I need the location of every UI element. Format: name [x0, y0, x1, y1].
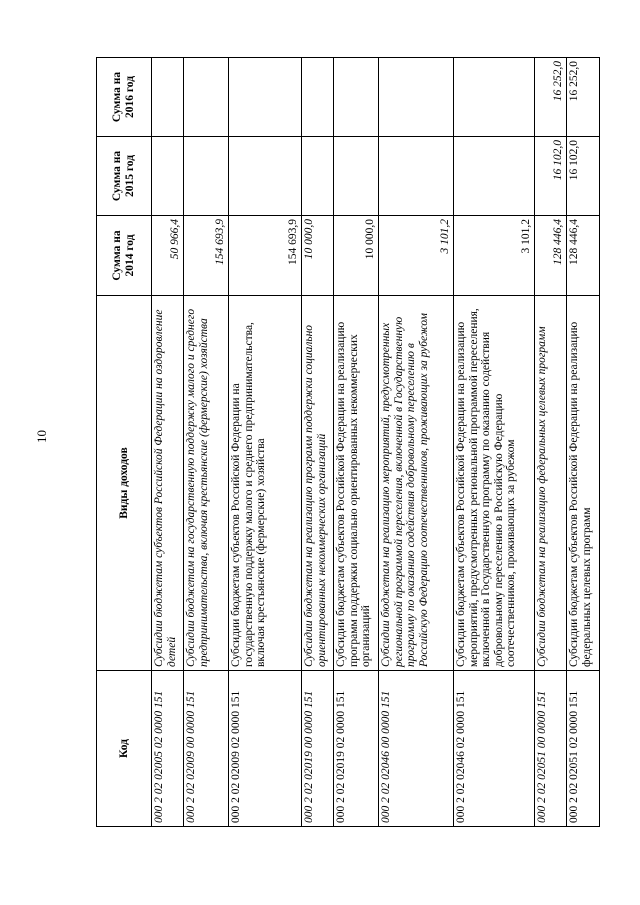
cell-name: Субсидии бюджетам на государственную поддержку малого и среднего предпринимательства, включая крестьянские (фермерские) хозяйства	[184, 296, 229, 671]
table-row	[184, 58, 229, 827]
table-row	[535, 58, 567, 827]
header-sum-2015: Сумма на 2015 год	[97, 137, 152, 216]
header-sum-2014: Сумма на 2014 год	[97, 216, 152, 296]
cell-sum-2015	[229, 137, 302, 216]
cell-sum-2014: 154 693,9	[184, 216, 229, 296]
cell-sum-2016	[334, 58, 379, 137]
table-row	[334, 58, 379, 827]
cell-name: Субсидии бюджетам субъектов Российской Федерации на реализацию федеральных целевых программ	[567, 296, 600, 671]
cell-sum-2016	[152, 58, 184, 137]
cell-code: 000 2 02 02046 02 0000 151	[454, 671, 535, 827]
cell-sum-2016: 16 252,0	[535, 58, 567, 137]
table-header-row	[97, 58, 152, 827]
cell-name: Субсидии бюджетам на реализацию мероприятий, предусмотренных региональной программой переселения, включенной в Государственную программу по оказанию содействия добровольному переселению в Российскую Федерацию соотечественников, проживающих за рубежом	[379, 296, 454, 671]
cell-sum-2016	[379, 58, 454, 137]
cell-sum-2016	[229, 58, 302, 137]
cell-sum-2014: 128 446,4	[567, 216, 600, 296]
cell-sum-2015	[379, 137, 454, 216]
cell-code: 000 2 02 02019 00 0000 151	[302, 671, 334, 827]
cell-sum-2016: 16 252,0	[567, 58, 600, 137]
cell-code: 000 2 02 02046 00 0000 151	[379, 671, 454, 827]
cell-sum-2014: 10 000,0	[334, 216, 379, 296]
cell-name: Субсидии бюджетам на реализацию федеральных целевых программ	[535, 296, 567, 671]
table-row	[302, 58, 334, 827]
cell-sum-2016	[184, 58, 229, 137]
cell-code: 000 2 02 02051 02 0000 151	[567, 671, 600, 827]
cell-code: 000 2 02 02009 02 0000 151	[229, 671, 302, 827]
cell-sum-2015: 16 102,0	[567, 137, 600, 216]
cell-code: 000 2 02 02005 02 0000 151	[152, 671, 184, 827]
cell-sum-2015	[334, 137, 379, 216]
table-row	[229, 58, 302, 827]
header-sum-2016: Сумма на 2016 год	[97, 58, 152, 137]
cell-sum-2015	[152, 137, 184, 216]
header-name: Виды доходов	[97, 296, 152, 671]
table-row	[379, 58, 454, 827]
cell-sum-2014: 3 101,2	[454, 216, 535, 296]
cell-sum-2014: 128 446,4	[535, 216, 567, 296]
cell-name: Субсидии бюджетам на реализацию программ поддержки социально ориентированных некоммерческих организаций	[302, 296, 334, 671]
header-code: Код	[97, 671, 152, 827]
cell-name: Субсидии бюджетам субъектов Российской Федерации на оздоровление детей	[152, 296, 184, 671]
cell-code: 000 2 02 02019 02 0000 151	[334, 671, 379, 827]
table-row	[567, 58, 600, 827]
rotated-table-container	[96, 58, 593, 827]
cell-sum-2014: 3 101,2	[379, 216, 454, 296]
cell-sum-2014: 50 966,4	[152, 216, 184, 296]
cell-sum-2015: 16 102,0	[535, 137, 567, 216]
table-row	[454, 58, 535, 827]
cell-name: Субсидии бюджетам субъектов Российской Федерации на реализацию программ поддержки социально ориентированных некоммерческих организаций	[334, 296, 379, 671]
cell-sum-2015	[454, 137, 535, 216]
cell-sum-2014: 154 693,9	[229, 216, 302, 296]
cell-sum-2016	[454, 58, 535, 137]
cell-sum-2016	[302, 58, 334, 137]
cell-sum-2015	[302, 137, 334, 216]
cell-code: 000 2 02 02009 00 0000 151	[184, 671, 229, 827]
cell-name: Субсидии бюджетам субъектов Российской Федерации на реализацию мероприятий, предусмотренных региональной программой переселения, включенной в Государственную программу по оказанию содействия добровольному переселению в Российскую Федерацию соотечественников, проживающих за рубежом	[454, 296, 535, 671]
cell-sum-2015	[184, 137, 229, 216]
cell-name: Субсидии бюджетам субъектов Российской Федерации на государственную поддержку малого и среднего предпринимательства, включая крестьянские (фермерские) хозяйства	[229, 296, 302, 671]
income-table	[96, 57, 600, 827]
cell-code: 000 2 02 02051 00 0000 151	[535, 671, 567, 827]
page-number: 10	[34, 430, 49, 443]
table-row	[152, 58, 184, 827]
cell-sum-2014: 10 000,0	[302, 216, 334, 296]
